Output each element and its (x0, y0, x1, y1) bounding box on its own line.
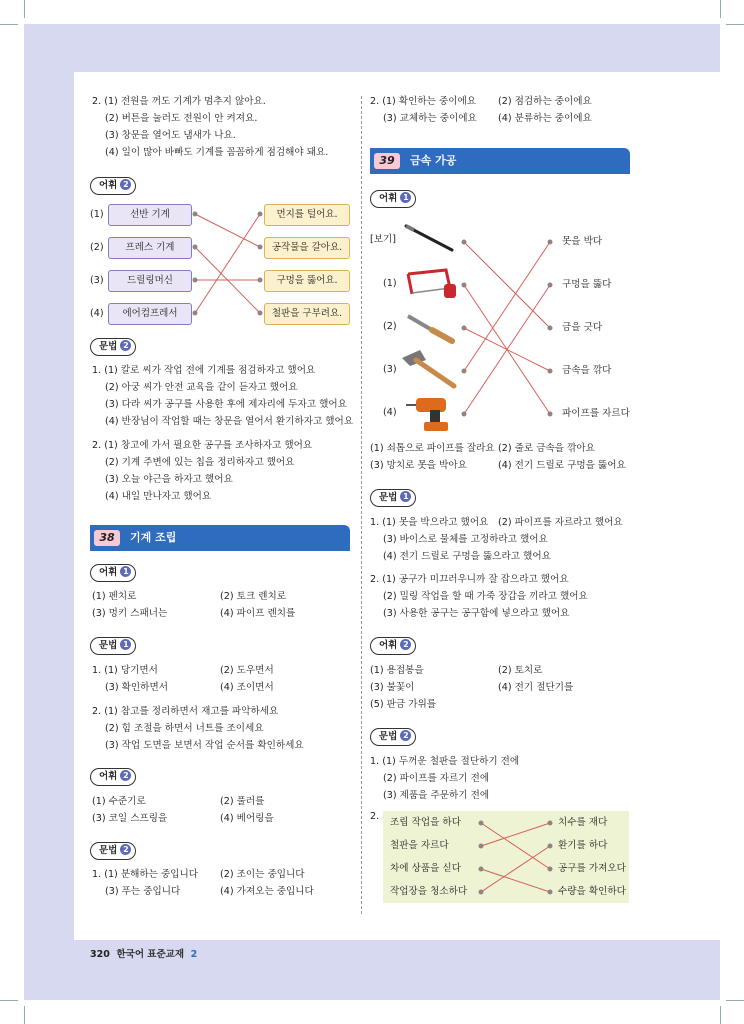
answer-item: (4) 분류하는 중이에요 (498, 113, 592, 124)
match-left-box: 에어컴프레서 (108, 303, 192, 325)
match-right-text: 파이프를 자르다 (562, 408, 630, 419)
section-number: 39 (374, 153, 400, 169)
match-left-text: 철판을 자르다 (390, 840, 449, 851)
grammar-heading (90, 338, 136, 356)
match-left-text: 작업장을 청소하다 (390, 886, 468, 897)
answer-item: (3) 멍키 스패너는 (92, 608, 168, 619)
answer-line: (2) 파이프를 자르기 전에 (383, 773, 490, 784)
section-title: 금속 가공 (410, 154, 457, 167)
chisel-icon (400, 222, 460, 254)
match-line (481, 823, 550, 869)
match-right-text: 금속을 깎다 (562, 365, 612, 376)
answer-line: (2) 버튼을 눌러도 전원이 안 켜져요. (105, 113, 258, 124)
answer-item: 2. (1) 확인하는 중이에요 (370, 96, 477, 107)
item-number: (3) (383, 364, 397, 375)
heading-label: 어휘 (379, 640, 398, 651)
page-margin-top (24, 24, 720, 72)
answer-line: 1. (1) 두꺼운 철판을 절단하기 전에 (370, 756, 520, 767)
book-title: 한국어 표준교재 (116, 949, 185, 960)
answer-item: (1) 펜치로 (92, 591, 137, 602)
match-right-text: 금을 긋다 (562, 322, 603, 333)
match-left-text: 차에 상품을 싣다 (390, 863, 461, 874)
heading-label: 어휘 (99, 771, 118, 782)
answer-item: (4) 전기 드릴로 구멍을 뚫어요 (498, 460, 626, 471)
heading-label: 어휘 (99, 567, 118, 578)
match-left-box: 프레스 기계 (108, 237, 192, 259)
answer-item: (5) 판금 가위를 (370, 699, 437, 710)
answer-item: 1. (1) 못을 박으라고 했어요 (370, 517, 489, 528)
answer-line: (3) 다라 씨가 공구를 사용한 후에 제자리에 두자고 했어요 (105, 399, 347, 410)
answer-item: (1) 용접봉을 (370, 665, 424, 676)
vocab-heading (90, 177, 136, 195)
item-number: (1) (90, 209, 104, 220)
section-title: 기계 조립 (130, 531, 177, 544)
match-line (195, 214, 260, 247)
answer-item: (4) 조이면서 (220, 682, 274, 693)
match-right-text: 치수를 재다 (558, 817, 608, 828)
crop-mark (720, 0, 721, 18)
match-left-text: 조립 작업을 하다 (390, 817, 461, 828)
match-right-box: 철판을 구부려요. (264, 303, 350, 325)
hammer-icon (398, 348, 460, 390)
answer-item: 1. (1) 당기면서 (92, 665, 158, 676)
answer-item: (3) 불꽃이 (370, 682, 415, 693)
answer-item: (2) 점검하는 중이에요 (498, 96, 592, 107)
answer-item: (2) 풀러를 (220, 796, 265, 807)
example-label: [보기] (370, 234, 397, 245)
match-right-text: 구멍을 뚫다 (562, 279, 612, 290)
grammar-heading (90, 842, 136, 860)
crop-mark (24, 1006, 25, 1024)
heading-label: 문법 (379, 492, 398, 503)
grammar-heading (90, 637, 136, 655)
answer-item: (2) 토크 렌치로 (220, 591, 287, 602)
crop-mark (24, 0, 25, 18)
drill-icon (404, 392, 460, 434)
answer-item: (4) 전기 절단기를 (498, 682, 574, 693)
match-line (481, 823, 550, 846)
page-number: 320 (90, 949, 110, 960)
answer-line: (2) 아궁 씨가 안전 교육을 같이 듣자고 했어요 (105, 382, 298, 393)
heading-label: 어휘 (379, 193, 398, 204)
answer-line: (3) 제품을 주문하기 전에 (383, 790, 490, 801)
match-left-box: 선반 기계 (108, 204, 192, 226)
match-left-box: 드릴링머신 (108, 270, 192, 292)
match-line (464, 242, 550, 371)
answer-line: (3) 작업 도면을 보면서 작업 순서를 확인하세요 (105, 740, 304, 751)
heading-label: 어휘 (99, 180, 118, 191)
match-right-text: 못을 박다 (562, 236, 603, 247)
match-line (195, 214, 260, 313)
match-right-text: 환기를 하다 (558, 840, 608, 851)
heading-number: 2 (120, 340, 131, 351)
answer-line: 1. (1) 칼로 씨가 작업 전에 기계를 점검하자고 했어요 (92, 365, 316, 376)
match-lines-tools (458, 232, 558, 422)
match-lines-vocab2 (190, 200, 270, 330)
vocab-heading (90, 564, 136, 582)
heading-label: 문법 (379, 731, 398, 742)
heading-number: 2 (120, 770, 131, 781)
answer-line: (3) 사용한 공구는 공구함에 넣으라고 했어요 (383, 608, 570, 619)
match-right-text: 공구를 가져오다 (558, 863, 626, 874)
vocab-heading (90, 768, 136, 786)
match-line (481, 869, 550, 892)
column-separator (361, 96, 362, 914)
section-header-39 (370, 148, 630, 174)
answer-line: 2. (1) 공구가 미끄러우니까 잘 잡으라고 했어요 (370, 574, 569, 585)
answer-line: 2. (1) 창고에 가서 필요한 공구를 조사하자고 했어요 (92, 440, 313, 451)
item-number: (3) (90, 275, 104, 286)
answer-item: (2) 도우면서 (220, 665, 274, 676)
match-right-box: 구멍을 뚫어요. (264, 270, 350, 292)
grammar-heading (370, 728, 416, 746)
answer-item: (1) 수준기로 (92, 796, 146, 807)
answer-line: (4) 일이 많아 바빠도 기계를 꼼꼼하게 점검해야 돼요. (105, 147, 329, 158)
heading-label: 문법 (99, 341, 118, 352)
answer-item: (3) 망치로 못을 박아요 (370, 460, 467, 471)
crop-mark (726, 24, 744, 25)
answer-item: (3) 확인하면서 (105, 682, 168, 693)
answer-item: 1. (1) 분해하는 중입니다 (92, 869, 199, 880)
answer-line: (2) 기계 주변에 있는 칩을 정리하자고 했어요 (105, 457, 295, 468)
answer-line: (3) 오늘 야근을 하자고 했어요 (105, 474, 233, 485)
vocab-heading (370, 637, 416, 655)
vocab-heading (370, 190, 416, 208)
heading-number: 2 (120, 179, 131, 190)
crop-mark (0, 24, 18, 25)
answer-item: (2) 조이는 중입니다 (220, 869, 305, 880)
answer-item: (1) 쇠톱으로 파이프를 잘라요 (370, 443, 495, 454)
answer-line: 2. (1) 전원을 꺼도 기계가 멈추지 않아요. (92, 96, 266, 107)
item-number: (2) (383, 321, 397, 332)
heading-number: 2 (120, 844, 131, 855)
section-header-38 (90, 525, 350, 551)
answer-line: (4) 반장님이 작업할 때는 창문을 열어서 환기하자고 했어요 (105, 416, 354, 427)
page-footer (90, 946, 197, 960)
heading-number: 2 (400, 730, 411, 741)
match-line (481, 846, 550, 892)
crop-mark (720, 1006, 721, 1024)
section-number: 38 (94, 530, 120, 546)
hacksaw-icon (400, 266, 460, 302)
item-number: (4) (383, 407, 397, 418)
answer-line: (4) 내일 만나자고 했어요 (105, 491, 212, 502)
answer-item: (4) 파이프 렌치를 (220, 608, 296, 619)
volume-number: 2 (190, 949, 198, 960)
answer-item: (2) 줄로 금속을 깎아요 (498, 443, 595, 454)
item-number: (1) (383, 278, 397, 289)
match-line (464, 242, 550, 328)
answer-item: (2) 토치로 (498, 665, 543, 676)
match-lines-grammar2 (476, 814, 556, 898)
answer-item: (2) 파이프를 자르라고 했어요 (498, 517, 623, 528)
heading-number: 1 (400, 491, 411, 502)
match-right-text: 수량을 확인하다 (558, 886, 626, 897)
match-right-box: 먼지를 털어요. (264, 204, 350, 226)
crop-mark (726, 1000, 744, 1001)
heading-label: 문법 (99, 845, 118, 856)
heading-number: 1 (120, 566, 131, 577)
question-number: 2. (370, 811, 380, 822)
answer-line: (3) 창문을 열어도 냄새가 나요. (105, 130, 236, 141)
answer-line: (4) 전기 드릴로 구멍을 뚫으라고 했어요 (383, 551, 551, 562)
answer-item: (4) 베어링을 (220, 813, 274, 824)
item-number: (4) (90, 308, 104, 319)
page-margin-left (24, 24, 74, 940)
answer-item: (3) 교체하는 중이에요 (383, 113, 477, 124)
answer-line: (2) 밀링 작업을 할 때 가죽 장갑을 끼라고 했어요 (383, 591, 588, 602)
grammar-heading (370, 489, 416, 507)
answer-line: 2. (1) 참고를 정리하면서 재고를 파악하세요 (92, 706, 279, 717)
answer-line: (3) 바이스로 물체를 고정하라고 했어요 (383, 534, 548, 545)
answer-item: (3) 코일 스프링을 (92, 813, 168, 824)
heading-number: 2 (400, 639, 411, 650)
heading-number: 1 (400, 192, 411, 203)
file-icon (402, 310, 458, 346)
crop-mark (0, 1000, 18, 1001)
answer-item: (4) 가져오는 중입니다 (220, 886, 314, 897)
item-number: (2) (90, 242, 104, 253)
heading-number: 1 (120, 639, 131, 650)
heading-label: 문법 (99, 640, 118, 651)
answer-line: (2) 힘 조절을 하면서 너트를 조이세요 (105, 723, 264, 734)
answer-item: (3) 푸는 중입니다 (105, 886, 181, 897)
match-right-box: 공작물을 갈아요. (264, 237, 350, 259)
